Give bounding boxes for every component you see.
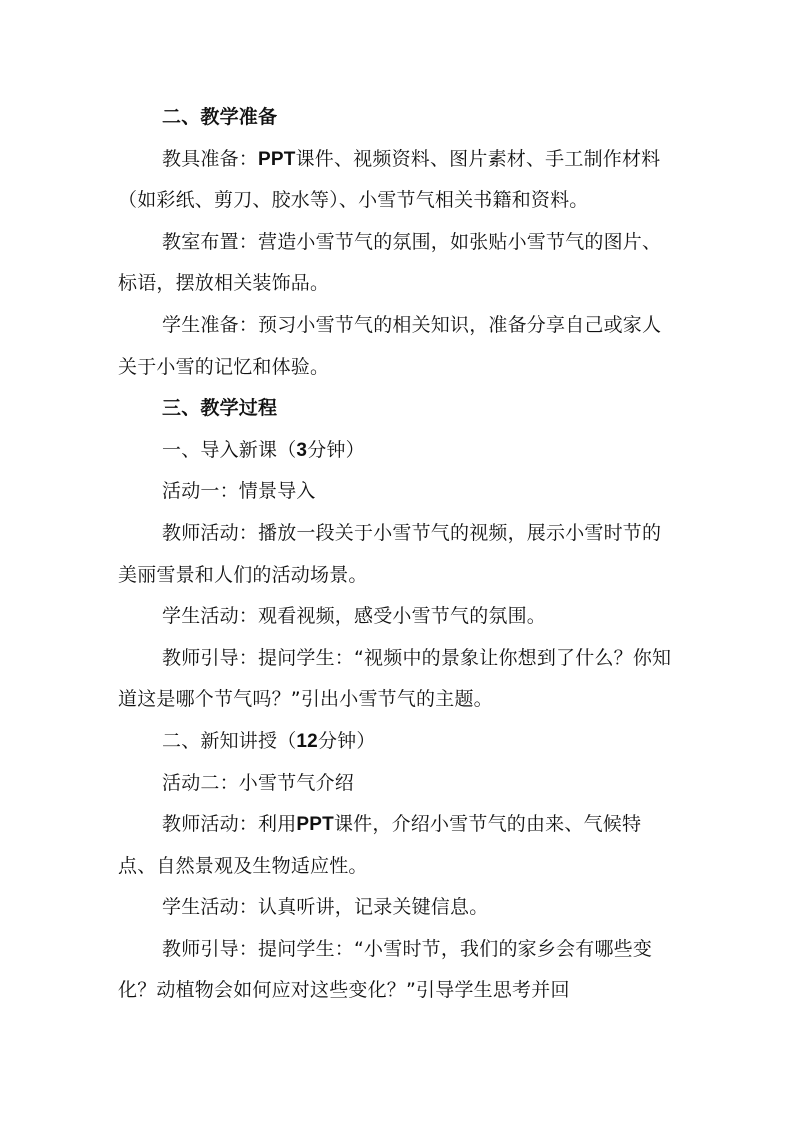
text-run: 教具准备：: [162, 147, 259, 170]
latin-text-run: 3: [296, 439, 308, 461]
latin-text-run: PPT: [296, 814, 334, 836]
body-paragraph: [118, 222, 678, 305]
text-run: 课件，介绍小雪节气的由来、气候特点、自然景观及生物适应性。: [118, 813, 642, 877]
text-run: 教师引导：提问学生：“小雪时节，我们的家乡会有哪些变化？动植物会如何应对这些变化？”引导学生思考并回: [118, 937, 653, 1002]
text-run: 学生活动：认真听讲，记录关键信息。: [162, 896, 489, 919]
latin-text-run: PPT: [258, 148, 296, 170]
body-paragraph: [118, 430, 678, 472]
text-run: 教师活动：播放一段关于小雪节气的视频，展示小雪时节的美丽雪景和人们的活动场景。: [118, 521, 662, 586]
section-heading: [118, 97, 678, 139]
text-run: 一、导入新课（: [162, 438, 297, 461]
text-run: 分钟）: [317, 729, 376, 752]
text-run: 二、教学准备: [162, 106, 278, 128]
body-paragraph: [118, 763, 678, 805]
document-body: [118, 97, 678, 1012]
body-paragraph: [118, 513, 678, 596]
body-paragraph: [118, 804, 678, 887]
section-heading: [118, 388, 678, 430]
text-run: 教师引导：提问学生：“视频中的景象让你想到了什么？你知道这是哪个节气吗？”引出小雪节气的主题。: [118, 646, 672, 711]
text-run: 活动二：小雪节气介绍: [162, 771, 355, 794]
body-paragraph: [118, 471, 678, 513]
latin-text-run: 12: [296, 730, 318, 752]
text-run: 教师活动：利用: [162, 813, 297, 836]
body-paragraph: [118, 596, 678, 638]
text-run: 三、教学过程: [162, 397, 278, 420]
text-run: 活动一：情景导入: [162, 480, 316, 503]
text-run: 分钟）: [307, 438, 365, 461]
body-paragraph: [118, 139, 678, 222]
body-paragraph: [118, 929, 678, 1012]
text-run: 二、新知讲授（: [162, 729, 297, 752]
body-paragraph: [118, 638, 678, 721]
body-paragraph: [118, 305, 678, 388]
text-run: 教室布置：营造小雪节气的氛围，如张贴小雪节气的图片、标语，摆放相关装饰品。: [118, 230, 662, 295]
body-paragraph: [118, 721, 678, 763]
text-run: 学生准备：预习小雪节气的相关知识，准备分享自己或家人关于小雪的记忆和体验。: [118, 313, 662, 378]
text-run: 学生活动：观看视频，感受小雪节气的氛围。: [162, 605, 547, 628]
text-run: 课件、视频资料、图片素材、手工制作材料（如彩纸、剪刀、胶水等）、小雪节气相关书籍和资料。: [118, 147, 661, 212]
body-paragraph: [118, 887, 678, 929]
